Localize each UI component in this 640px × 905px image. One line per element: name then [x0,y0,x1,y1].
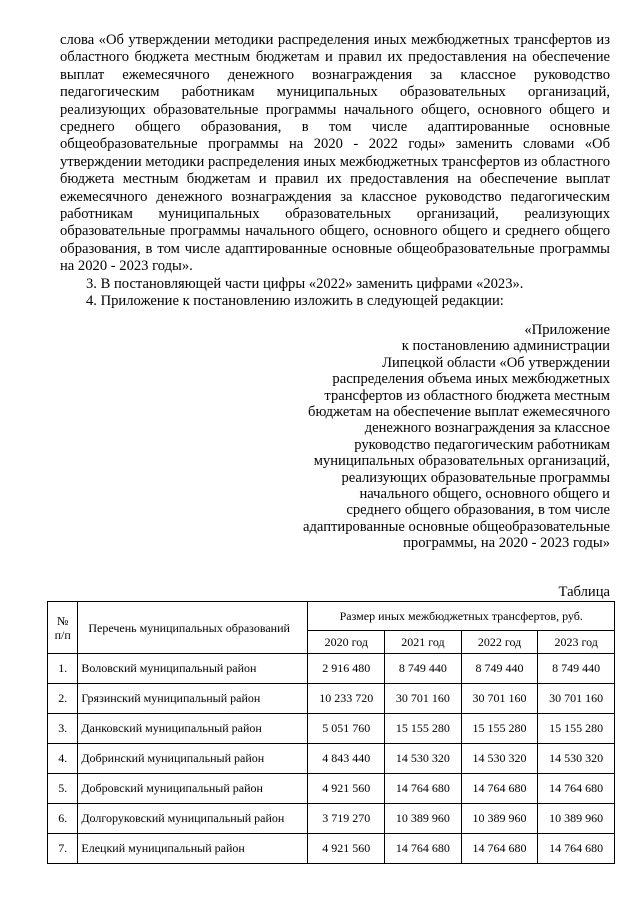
row-value-2020: 5 051 760 [308,714,385,744]
appendix-line: реализующих образовательные программы [341,469,610,486]
row-value-2020: 4 921 560 [308,834,385,864]
row-value-2023: 30 701 160 [538,684,615,714]
transfers-table [47,601,615,864]
row-value-2023: 15 155 280 [538,714,615,744]
appendix-line: к постановлению администрации [401,338,610,355]
appendix-heading [250,322,610,552]
row-value-2023: 10 389 960 [538,804,615,834]
paragraph-item-4: 4. Приложение к постановлению изложить в следующей редакции: [86,293,504,310]
table-row [48,654,615,684]
row-value-2020: 3 719 270 [308,804,385,834]
table-row [48,684,615,714]
row-name: Долгоруковский муниципальный район [78,804,308,834]
table-row [48,774,615,804]
row-value-2021: 14 530 320 [385,744,462,774]
header-year: 2023 год [538,631,615,654]
row-value-2021: 14 764 680 [385,834,462,864]
paragraph-item-3: 3. В постановляющей части цифры «2022» заменить цифрами «2023». [86,275,524,292]
row-value-2021: 15 155 280 [385,714,462,744]
row-name: Грязинский муниципальный район [78,684,308,714]
row-num: 4. [48,744,78,774]
table-row [48,714,615,744]
header-year: 2022 год [461,631,538,654]
appendix-line: адаптированные основные общеобразовательные [303,518,610,535]
row-num: 6. [48,804,78,834]
row-num: 3. [48,714,78,744]
row-value-2022: 30 701 160 [461,684,538,714]
body-text [60,32,610,311]
row-num: 2. [48,684,78,714]
row-value-2023: 14 764 680 [538,774,615,804]
appendix-line: Липецкой области «Об утверждении [382,354,610,371]
row-name: Добринский муниципальный район [78,744,308,774]
table-row [48,834,615,864]
row-name: Елецкий муниципальный район [78,834,308,864]
row-value-2020: 2 916 480 [308,654,385,684]
appendix-line: руководство педагогическим работникам [354,436,610,453]
row-num: 5. [48,774,78,804]
row-value-2022: 14 764 680 [461,774,538,804]
appendix-line: бюджетам на обеспечение выплат ежемесячного [308,404,610,421]
appendix-line: начального общего, основного общего и [359,486,610,503]
header-num: № п/п [48,602,78,654]
row-value-2023: 14 764 680 [538,834,615,864]
row-value-2020: 4 843 440 [308,744,385,774]
appendix-line: программы, на 2020 - 2023 годы» [403,535,610,552]
table-caption: Таблица [558,584,610,600]
row-value-2022: 14 530 320 [461,744,538,774]
appendix-line: распределения объема иных межбюджетных [332,371,610,388]
row-value-2021: 30 701 160 [385,684,462,714]
table-row [48,744,615,774]
paragraph-amendment: слова «Об утверждении методики распределения иных межбюджетных трансфертов из областного бюджета местным бюджетам и правил их предоставления на обеспечение выплат ежемесячного денежного вознаграждения за классное руководство педагогическим работникам муниципальных образовательных организаций, реализующих образовательные программы начального общего, основного общего и среднего общего образования, в том числе адаптированные основные общеобразовательные программы на 2020 - 2022 годы» заменить словами «Об утверждении методики распределения иных межбюджетных трансфертов из областного бюджета местным бюджетам и правил их предоставления на обеспечение выплат ежемесячного денежного вознаграждения за классное руководство педагогическим работникам муниципальных образовательных организаций, реализующих образовательные программы начального общего, основного общего и среднего общего образования, в том числе адаптированные основные общеобразовательные программы на 2020 - 2023 годы». [60,32,610,275]
header-transfer-size: Размер иных межбюджетных трансфертов, руб. [308,602,615,631]
row-value-2023: 14 530 320 [538,744,615,774]
appendix-line: денежного вознаграждения за классное [364,420,610,437]
row-value-2023: 8 749 440 [538,654,615,684]
appendix-line: «Приложение [524,322,610,338]
row-value-2022: 14 764 680 [461,834,538,864]
row-name: Воловский муниципальный район [78,654,308,684]
appendix-line: муниципальных образовательных организаций, [313,453,610,470]
row-name: Данковский муниципальный район [78,714,308,744]
row-num: 1. [48,654,78,684]
row-value-2022: 15 155 280 [461,714,538,744]
row-value-2022: 10 389 960 [461,804,538,834]
row-num: 7. [48,834,78,864]
row-value-2022: 8 749 440 [461,654,538,684]
appendix-line: среднего общего образования, в том числе [346,502,610,519]
row-name: Добровский муниципальный район [78,774,308,804]
header-year: 2021 год [385,631,462,654]
row-value-2020: 4 921 560 [308,774,385,804]
row-value-2020: 10 233 720 [308,684,385,714]
header-municipality: Перечень муниципальных образований [78,602,308,654]
row-value-2021: 14 764 680 [385,774,462,804]
row-value-2021: 8 749 440 [385,654,462,684]
appendix-line: трансфертов из областного бюджета местным [324,387,610,404]
row-value-2021: 10 389 960 [385,804,462,834]
header-year: 2020 год [308,631,385,654]
table-row [48,804,615,834]
